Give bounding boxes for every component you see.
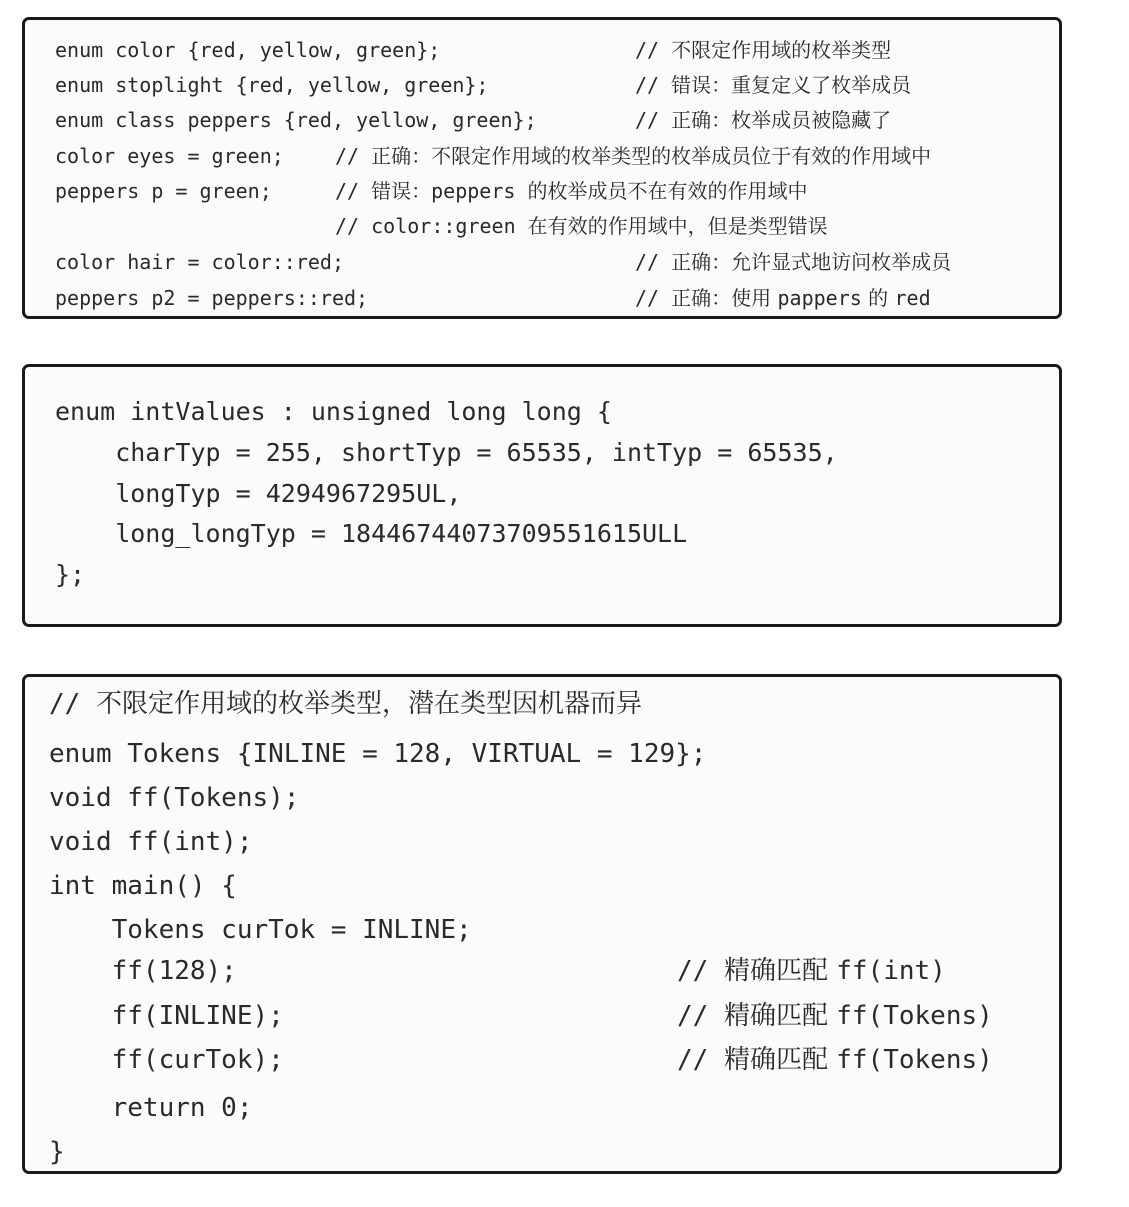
code-comment: // 错误：重复定义了枚举成员 [635, 73, 912, 97]
code-line: ff(INLINE); [49, 1001, 284, 1031]
code-line: return 0; [49, 1093, 253, 1123]
code-comment: // 正确：不限定作用域的枚举类型的枚举成员位于有效的作用域中 [335, 144, 932, 168]
code-comment: // 正确：使用 pappers 的 red [635, 286, 931, 310]
code-comment: // 正确：允许显式地访问枚举成员 [635, 250, 952, 274]
code-block-enum-scope [22, 17, 1062, 319]
code-line: void ff(Tokens); [49, 783, 300, 813]
code-comment: // 不限定作用域的枚举类型 [635, 38, 892, 62]
code-comment: // color::green 在有效的作用域中，但是类型错误 [335, 214, 828, 238]
code-line: peppers p2 = peppers::red; [55, 286, 369, 310]
code-line: long_longTyp = 18446744073709551615ULL [55, 519, 688, 548]
code-line: enum color {red, yellow, green}; [55, 38, 441, 62]
code-comment: // 精确匹配 ff(Tokens) [677, 1001, 993, 1031]
code-line: enum stoplight {red, yellow, green}; [55, 73, 489, 97]
code-line: int main() { [49, 871, 237, 901]
code-line: ff(curTok); [49, 1045, 284, 1075]
code-line: charTyp = 255, shortTyp = 65535, intTyp = 65535, [55, 438, 838, 467]
code-line: }; [55, 560, 86, 589]
code-line: color eyes = green; [55, 144, 284, 168]
code-line: peppers p = green; [55, 179, 272, 203]
code-comment: // 错误：peppers 的枚举成员不在有效的作用域中 [335, 179, 808, 203]
code-line: longTyp = 4294967295UL, [55, 479, 462, 508]
code-line: ff(128); [49, 956, 237, 986]
code-block-enum-values [22, 364, 1062, 627]
code-comment: // 不限定作用域的枚举类型，潜在类型因机器而异 [49, 689, 642, 719]
code-line: enum class peppers {red, yellow, green}; [55, 108, 537, 132]
code-comment: // 精确匹配 ff(int) [677, 956, 946, 986]
code-comment: // 精确匹配 ff(Tokens) [677, 1045, 993, 1075]
code-block-tokens [22, 674, 1062, 1174]
code-line: void ff(int); [49, 827, 253, 857]
code-line: enum Tokens {INLINE = 128, VIRTUAL = 129}; [49, 739, 707, 769]
code-line: enum intValues : unsigned long long { [55, 397, 612, 426]
code-line: color hair = color::red; [55, 250, 344, 274]
code-line: } [49, 1137, 65, 1167]
code-comment: // 正确：枚举成员被隐藏了 [635, 108, 892, 132]
code-line: Tokens curTok = INLINE; [49, 915, 472, 945]
